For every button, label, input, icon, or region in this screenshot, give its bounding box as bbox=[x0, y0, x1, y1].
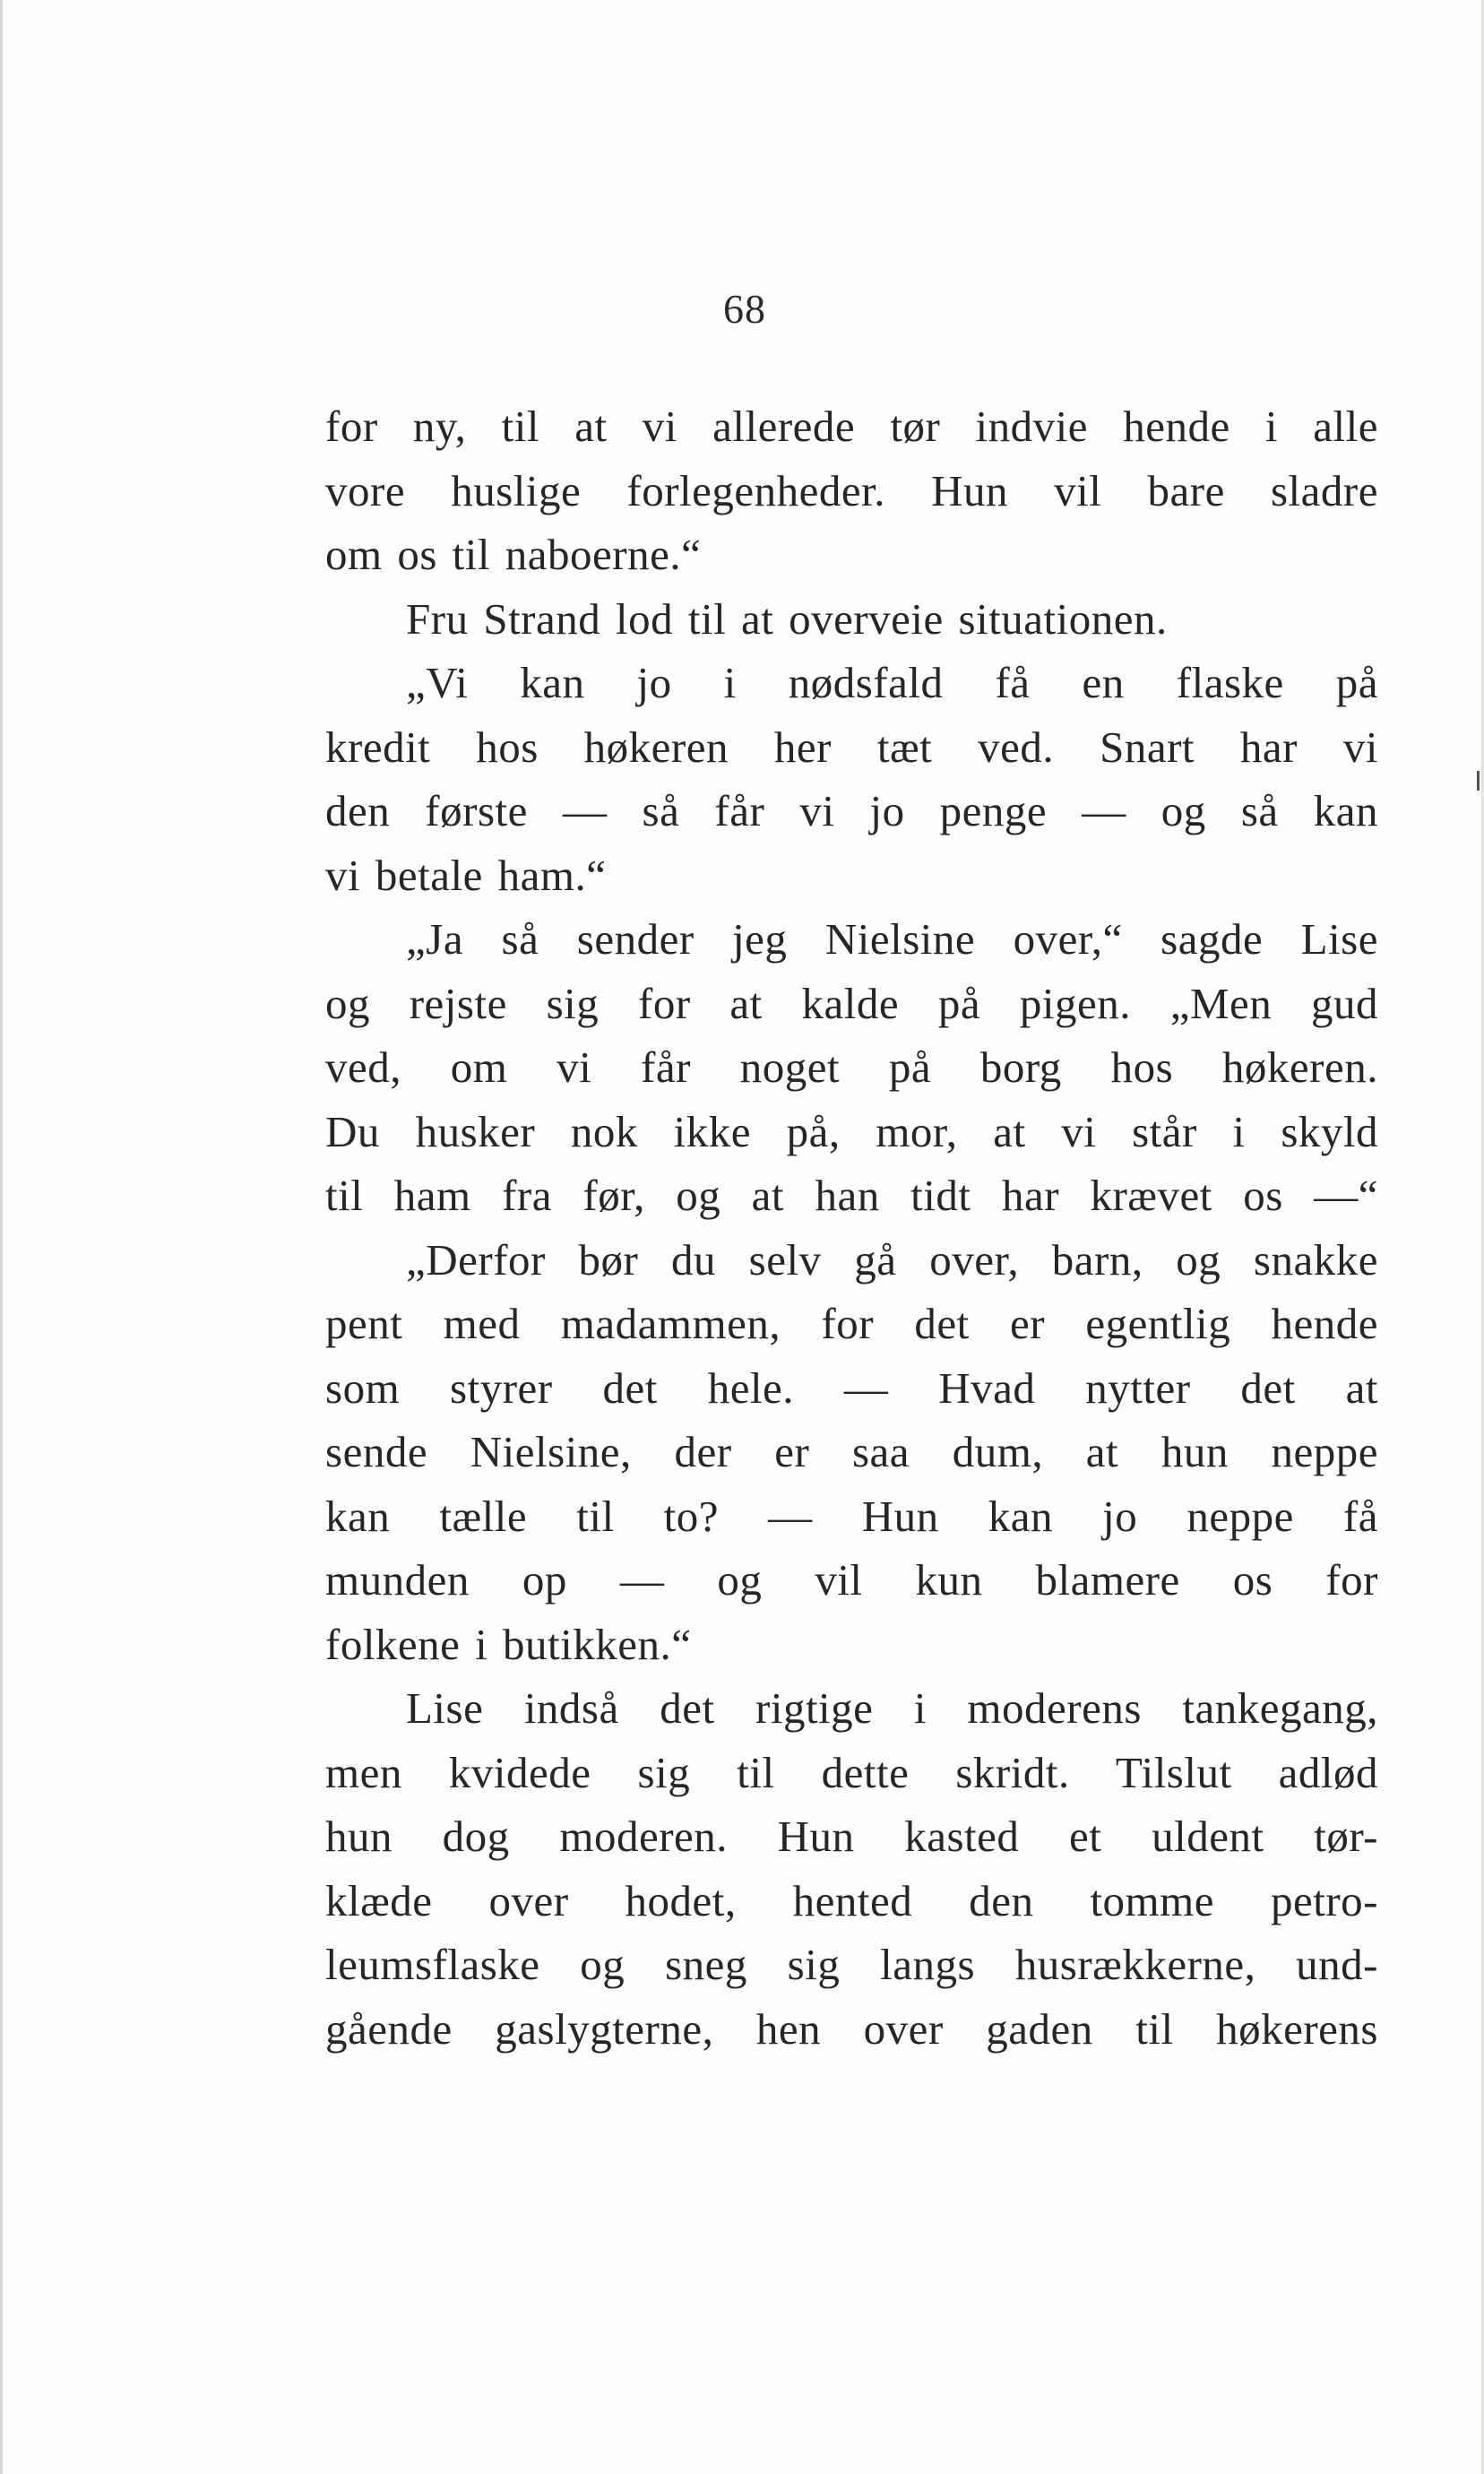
text-line: vi betale ham.“ bbox=[325, 850, 607, 900]
text-line: for ny, til at vi allerede tør indvie hende i alle bbox=[325, 402, 1378, 451]
text-line: som styrer det hele. — Hvad nytter det at bbox=[325, 1362, 1378, 1413]
text-line: Fru Strand lod til at overveie situationen. bbox=[406, 593, 1168, 644]
text-line: „Derfor bør du selv gå over, barn, og snakke bbox=[406, 1234, 1378, 1285]
text-line: Du husker nok ikke på, mor, at vi står i skyld bbox=[325, 1106, 1378, 1156]
text-line: om os til naboerne.“ bbox=[325, 530, 702, 579]
text-line: den første — så får vi jo penge — og så kan bbox=[325, 786, 1378, 835]
text-line: folkene i butikken.“ bbox=[325, 1619, 692, 1669]
text-line: Lise indså det rigtige i moderens tankegang, bbox=[406, 1683, 1378, 1733]
text-line: leumsflaske og sneg sig langs husrækkerne, und- bbox=[325, 1940, 1378, 1989]
body-text bbox=[325, 394, 1378, 2061]
page-number: 68 bbox=[723, 286, 766, 332]
text-line: klæde over hodet, hented den tomme petro- bbox=[325, 1875, 1378, 1925]
text-line: pent med madammen, for det er egentlig hende bbox=[325, 1299, 1378, 1348]
text-line: kredit hos høkeren her tæt ved. Snart har vi bbox=[325, 722, 1378, 772]
text-line: sende Nielsine, der er saa dum, at hun neppe bbox=[325, 1427, 1378, 1476]
text-line: munden op — og vil kun blamere os for bbox=[325, 1555, 1378, 1605]
text-line: til ham fra før, og at han tidt har krævet os —“ bbox=[325, 1171, 1378, 1220]
text-line: hun dog moderen. Hun kasted et uldent tør- bbox=[325, 1812, 1378, 1861]
text-line: og rejste sig for at kalde på pigen. „Men gud bbox=[325, 978, 1378, 1028]
scan-edge-mark bbox=[1477, 771, 1480, 791]
text-line: ved, om vi får noget på borg hos høkeren. bbox=[325, 1042, 1378, 1092]
text-line: „Vi kan jo i nødsfald få en flaske på bbox=[406, 658, 1378, 707]
text-line: kan tælle til to? — Hun kan jo neppe få bbox=[325, 1491, 1378, 1541]
text-line: gående gaslygterne, hen over gaden til høkerens bbox=[325, 2003, 1378, 2054]
text-line: „Ja så sender jeg Nielsine over,“ sagde Lise bbox=[406, 914, 1378, 964]
text-line: vore huslige forlegenheder. Hun vil bare sladre bbox=[325, 465, 1378, 515]
text-line: men kvidede sig til dette skridt. Tilslut adlød bbox=[325, 1747, 1378, 1797]
